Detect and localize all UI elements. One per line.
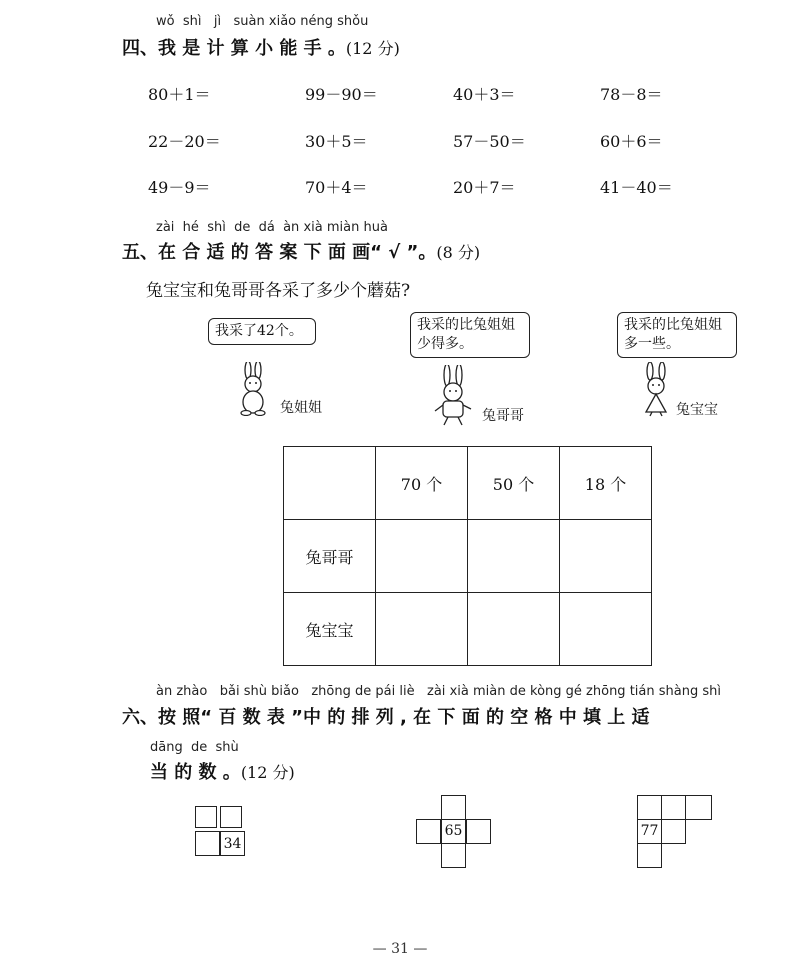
grid-cell[interactable] — [441, 795, 466, 820]
rabbit-brother-icon — [430, 365, 476, 427]
table-row — [284, 520, 652, 593]
section6-pinyin-line1: àn zhào bǎi shù biǎo zhōng de pái liè zài xià miàn de kòng gé zhōng tián shàng shì — [156, 684, 722, 699]
rabbit-baby-icon — [636, 362, 676, 418]
problem: 49－9＝ — [148, 178, 211, 197]
grid-cell-given: 77 — [637, 819, 662, 844]
rabbit-name: 兔宝宝 — [676, 402, 718, 418]
page-number: — 31 — — [372, 941, 428, 957]
answer-cell[interactable] — [560, 520, 652, 593]
problem: 40＋3＝ — [453, 85, 516, 104]
section5-heading: 五、在 合 适 的 答 案 下 面 画“ √ ”。(8 分) — [122, 242, 481, 263]
problem: 22－20＝ — [148, 132, 221, 151]
speech-bubble: 我采的比兔姐姐少得多。 — [410, 312, 530, 358]
answer-cell[interactable] — [468, 520, 560, 593]
rabbit-sister-icon — [234, 362, 274, 416]
table-header-cell: 50 个 — [468, 447, 560, 520]
table-header-cell: 70 个 — [376, 447, 468, 520]
problem: 20＋7＝ — [453, 178, 516, 197]
grid-cell[interactable] — [637, 795, 662, 820]
problem: 80＋1＝ — [148, 85, 211, 104]
grid-cell[interactable] — [637, 843, 662, 868]
grid-cell[interactable] — [466, 819, 491, 844]
grid-cell-given: 65 — [441, 819, 466, 844]
grid-cell[interactable] — [685, 795, 712, 820]
problem: 70＋4＝ — [305, 178, 368, 197]
section6-heading-line2: 当 的 数 。(12 分) — [150, 762, 295, 783]
grid-cell[interactable] — [661, 795, 686, 820]
rabbit-name: 兔姐姐 — [280, 400, 322, 416]
section6-pinyin-line2: dāng de shù — [150, 740, 239, 755]
answer-cell[interactable] — [376, 520, 468, 593]
grid-cell[interactable] — [416, 819, 441, 844]
grid-cell[interactable] — [195, 806, 217, 828]
speech-bubble: 我采的比兔姐姐多一些。 — [617, 312, 737, 358]
grid-cell[interactable] — [441, 843, 466, 868]
problem: 41－40＝ — [600, 178, 673, 197]
section5-question: 兔宝宝和兔哥哥各采了多少个蘑菇? — [146, 281, 411, 301]
table-row — [284, 447, 652, 520]
problem: 78－8＝ — [600, 85, 663, 104]
answer-cell[interactable] — [376, 593, 468, 666]
answer-table — [283, 446, 652, 666]
grid-cell[interactable] — [195, 831, 220, 856]
table-header-cell — [284, 447, 376, 520]
grid-cell[interactable] — [661, 819, 686, 844]
grid-cell-given: 34 — [220, 831, 245, 856]
problem: 99－90＝ — [305, 85, 378, 104]
answer-cell[interactable] — [468, 593, 560, 666]
section5-pinyin: zài hé shì de dá àn xià miàn huà — [156, 220, 388, 235]
row-label: 兔宝宝 — [284, 593, 376, 666]
section4-pinyin: wǒ shì jì suàn xiǎo néng shǒu — [156, 14, 369, 29]
rabbit-name: 兔哥哥 — [482, 408, 524, 424]
table-header-cell: 18 个 — [560, 447, 652, 520]
speech-bubble: 我采了42个。 — [208, 318, 316, 345]
grid-cell[interactable] — [220, 806, 242, 828]
row-label: 兔哥哥 — [284, 520, 376, 593]
problem: 60＋6＝ — [600, 132, 663, 151]
answer-cell[interactable] — [560, 593, 652, 666]
section4-heading: 四、我 是 计 算 小 能 手 。(12 分) — [122, 38, 400, 59]
problem: 57－50＝ — [453, 132, 526, 151]
section6-heading-line1: 六、按 照“ 百 数 表 ”中 的 排 列 , 在 下 面 的 空 格 中 填 上 适 — [122, 707, 650, 728]
problem: 30＋5＝ — [305, 132, 368, 151]
table-row — [284, 593, 652, 666]
